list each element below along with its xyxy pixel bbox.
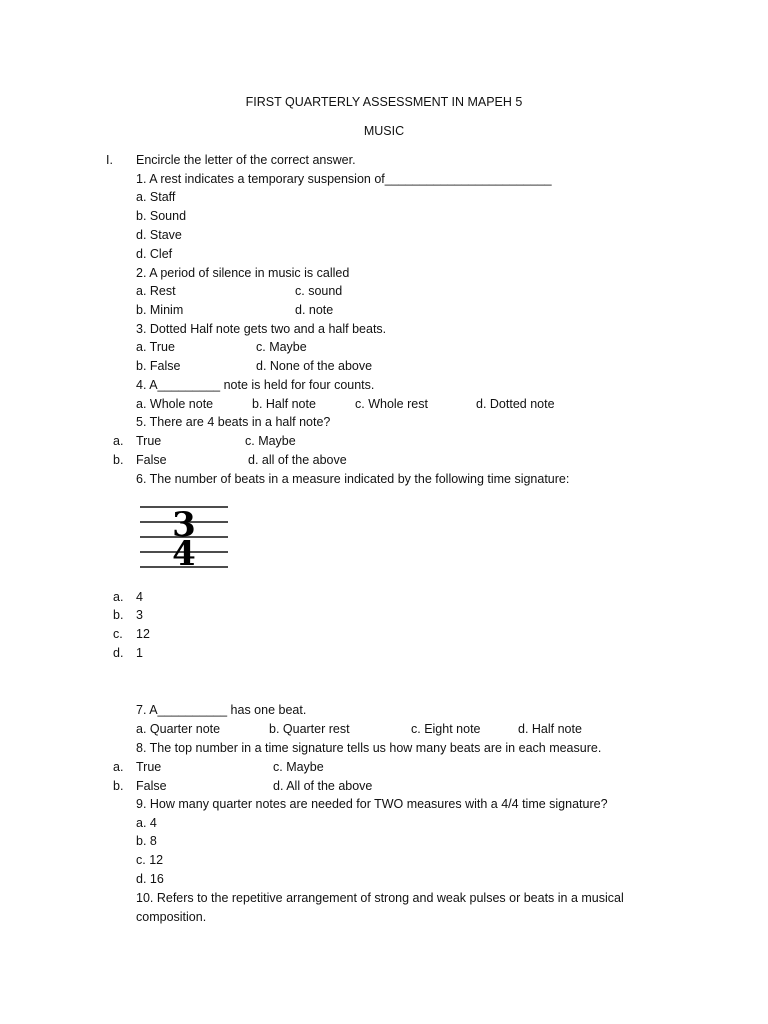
q8-option-d: d. All of the above xyxy=(273,779,373,793)
q3-option-a: a. True xyxy=(136,340,175,354)
time-signature-bottom: 4 xyxy=(172,534,196,572)
question-7: 7. A__________ has one beat. xyxy=(136,703,307,717)
q5-option-b: False xyxy=(136,453,167,467)
q1-option-c: d. Stave xyxy=(136,228,182,242)
q8-option-b: False xyxy=(136,779,167,793)
question-3: 3. Dotted Half note gets two and a half beats. xyxy=(136,322,387,336)
question-10: 10. Refers to the repetitive arrangement of strong and weak pulses or beats in a musical xyxy=(136,891,624,905)
q9-option-d: d. 16 xyxy=(136,872,164,886)
q8-option-a: True xyxy=(136,760,162,774)
section-numeral: I. xyxy=(106,153,113,167)
q4-option-d: d. Dotted note xyxy=(476,397,555,411)
question-9: 9. How many quarter notes are needed for TWO measures with a 4/4 time signature? xyxy=(136,797,608,811)
question-5: 5. There are 4 beats in a half note? xyxy=(136,415,331,429)
q8-option-c: c. Maybe xyxy=(273,760,324,774)
q6-option-b: 3 xyxy=(136,608,143,622)
q1-option-d: d. Clef xyxy=(136,247,173,261)
q6-option-c: 12 xyxy=(136,627,150,641)
q1-option-a: a. Staff xyxy=(136,190,176,204)
q2-option-d: d. note xyxy=(295,303,334,317)
q7-option-d: d. Half note xyxy=(518,722,582,736)
q2-option-c: c. sound xyxy=(295,284,343,298)
q7-option-b: b. Quarter rest xyxy=(269,722,350,736)
q7-option-c: c. Eight note xyxy=(411,722,481,736)
q9-option-b: b. 8 xyxy=(136,834,157,848)
subject-heading: MUSIC xyxy=(363,124,405,138)
q3-option-d: d. None of the above xyxy=(256,359,373,373)
q2-option-a: a. Rest xyxy=(136,284,176,298)
question-10-continued: composition. xyxy=(136,910,207,924)
q6-marker-a: a. xyxy=(113,590,124,604)
q6-marker-b: b. xyxy=(113,608,124,622)
q3-option-b: b. False xyxy=(136,359,181,373)
q5-marker-a: a. xyxy=(113,434,124,448)
q5-option-c: c. Maybe xyxy=(245,434,296,448)
q4-option-b: b. Half note xyxy=(252,397,316,411)
q9-option-a: a. 4 xyxy=(136,816,157,830)
q1-option-b: b. Sound xyxy=(136,209,187,223)
question-8: 8. The top number in a time signature tells us how many beats are in each measure. xyxy=(136,741,602,755)
q8-marker-b: b. xyxy=(113,779,124,793)
q2-option-b: b. Minim xyxy=(136,303,184,317)
q5-marker-b: b. xyxy=(113,453,124,467)
time-signature-staff xyxy=(138,500,230,572)
question-1: 1. A rest indicates a temporary suspension of________________________ xyxy=(136,172,552,186)
q6-marker-d: d. xyxy=(113,646,124,660)
time-signature-top: 3 xyxy=(172,505,196,545)
q4-option-a: a. Whole note xyxy=(136,397,214,411)
question-4: 4. A_________ note is held for four counts. xyxy=(136,378,375,392)
question-2: 2. A period of silence in music is called xyxy=(136,266,350,280)
q7-option-a: a. Quarter note xyxy=(136,722,221,736)
q6-option-d: 1 xyxy=(136,646,143,660)
q9-option-c: c. 12 xyxy=(136,853,164,867)
section-instruction: Encircle the letter of the correct answer. xyxy=(136,153,356,167)
q5-option-a: True xyxy=(136,434,162,448)
q8-marker-a: a. xyxy=(113,760,124,774)
q6-option-a: 4 xyxy=(136,590,143,604)
question-6: 6. The number of beats in a measure indicated by the following time signature: xyxy=(136,472,570,486)
q4-option-c: c. Whole rest xyxy=(355,397,428,411)
q3-option-c: c. Maybe xyxy=(256,340,307,354)
q5-option-d: d. all of the above xyxy=(248,453,347,467)
q6-marker-c: c. xyxy=(113,627,123,641)
document-title: FIRST QUARTERLY ASSESSMENT IN MAPEH 5 xyxy=(245,95,523,109)
